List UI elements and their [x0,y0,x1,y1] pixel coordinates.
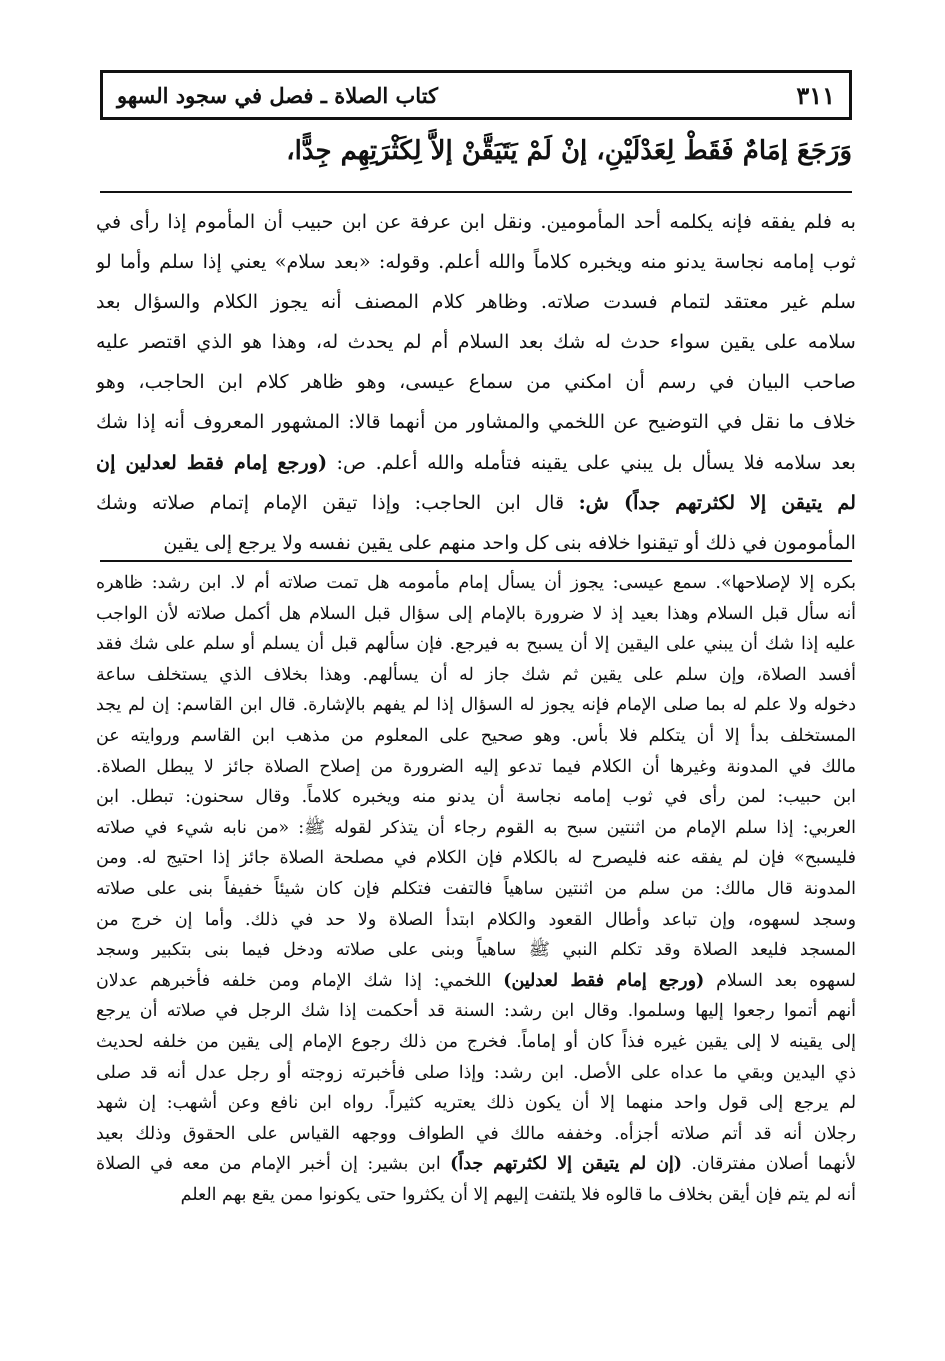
commentary-line [96,322,856,362]
text-run: بعد سلامه فلا يسأل بل يبني على يقينه فتأمله والله أعلم. ص: [327,450,856,474]
text-run: المسجد فليعد الصلاة وقد تكلم النبي ﷺ ساهياً وبنى على صلاته ودخل فيما بنى بتكبير وسجد [96,940,856,961]
text-run: سلم غير معتقد لتمام فسدت صلاته. وظاهر كلام المصنف أنه يجوز الكلام والسؤال بعد [96,290,856,314]
footnote-line [96,1149,856,1180]
footnote-line [96,568,856,599]
text-run: رجلان أنه قد أتم صلاته أجزأه. وخففه مالك في الطواف ووجهه القياس على الحقوق وذلك بعيد [96,1123,856,1144]
footnote-line [96,966,856,997]
text-run: بكره إلا لإصلاحها». سمع عيسى: يجوز أن يسأل إمام مأمومه هل تمت صلاته أم لا. ابن رشد: ظاهره [96,573,856,593]
running-header [100,70,852,120]
footnote-line [96,843,856,874]
text-run: ابن بشير: إن أخبر الإمام من معه في الصلاة [96,1154,451,1175]
text-run: خلاف ما نقل في التوضيح عن اللخمي والمشاور من أنهما قالا: المشهور المعروف أنه إذا شك [96,410,856,434]
footnote-line [96,1027,856,1058]
text-run: دخوله ولا علم له بما صلى الإمام فإنه يجوز له السؤال إذا لم يفهم بالإشارة. قال ابن القاسم: إن لم يجد [96,695,856,716]
commentary-line [96,483,856,523]
page-number: ٣١١ [796,80,835,110]
footnote-line [96,905,856,936]
chapter-title: كتاب الصلاة ـ فصل في سجود السهو [117,82,439,108]
footnote-block [96,568,856,1210]
commentary-line [96,202,856,242]
footnote-line [96,690,856,721]
text-run: إلى يقينه لا إلى يقين غيره فذاً كان أو إماماً. فخرج من ذلك رجوع الإمام إلى يقين من خلفه لحديث [96,1031,856,1052]
bold-quote: (ورجع إمام فقط لعدلين) [503,970,705,991]
text-run: المأمومون في ذلك أو تيقنوا خلافه بنى كل واحد منهم على يقين نفسه ولا يرجع إلى يقين [163,530,856,554]
footnote-line [96,752,856,783]
text-run: أنه لم يتم فإن أيقن بخلاف ما قالوه فلا يلتفت إليهم إلا أن يكثروا حتى يكونوا ممن يقع بهم العلم [180,1184,856,1205]
text-run: مالك في المدونة وغيرها أن الكلام فيما تدعو إليه الضرورة من إصلاح الصلاة جائز لا يبطل الصلاة. [96,756,856,777]
footnote-line [96,935,856,966]
commentary-line [96,282,856,322]
text-run: أنهم أتموا رجعوا إليها وسلموا. وقال ابن رشد: السنة قد أحكمت إذا شك الرجل في صلاته أن يرجع [96,1001,856,1022]
text-run: ثوب إمامه نجاسة يدنو منه ويخبره كلاماً والله أعلم. وقوله: «بعد سلام» يعني إذا سلم وأما لو [96,250,856,274]
text-run: المستخلف بدأ إلا أن يتكلم فلا بأس. وهو صحيح على المعلوم من مذهب ابن القاسم وروايته عن [96,725,856,746]
commentary-line [96,242,856,282]
text-run: أفسد الصلاة، وإن سلم على يقين ثم شك جاز له أن يسألهم. وهذا بخلاف الذي يستخلف ساعة [96,664,856,685]
footnote-line [96,874,856,905]
footnote-line [96,1088,856,1119]
footnote-line [96,1119,856,1150]
commentary-line [96,402,856,442]
bold-quote: (إن لم يتيقن إلا لكثرتهم جداً) [450,1154,682,1175]
footnote-line [96,782,856,813]
matn-divider [100,191,852,193]
text-run: العربي: إذا سلم الإمام من اثنتين سبح به القوم رجاء أن يتذكر لقوله ﷺ: «من نابه شيء في صلاته [96,817,856,838]
footnote-divider [100,560,852,562]
text-run: ابن حبيب: لمن رأى في ثوب إمامه نجاسة أن يدنو منه ويخبره كلاماً. وقال سحنون: تبطل. ابن [96,787,856,808]
commentary-block [96,202,856,563]
text-run: قال ابن الحاجب: وإذا تيقن الإمام إتمام صلاته وشك [96,490,579,514]
footnote-line [96,813,856,844]
footnote-line [96,1058,856,1089]
text-run: به فلم يفقه فإنه يكلمه أحد المأمومين. ونقل ابن عرفة عن ابن حبيب أن المأموم إذا رأى في [96,210,856,233]
footnote-line [96,660,856,691]
text-run: لسهوه بعد السلام [704,970,856,991]
text-run: أنه سأل قبل السلام وهذا بعيد إذ لا ضرورة بالإمام إلى سؤال قبل السلام هل أكمل صلاته لأن الواجب [96,603,856,624]
text-run: لأنهما أصلان مفترقان. [681,1154,856,1175]
footnote-line [96,599,856,630]
text-run: ذي اليدين وبقي ما عداه على الأصل. ابن رشد: وإذا صلى فأخبرته زوجته أو رجل عدل أنه قد صلى [96,1062,856,1083]
commentary-line [96,362,856,402]
commentary-line [96,523,856,563]
text-run: لم يرجع إلى قول واحد منهما إلا أن يكون ذلك يعتريه كثيراً. رواه ابن نافع وعن أشهب: إن شهد [96,1093,856,1114]
text-run: صاحب البيان في رسم أن امكني من سماع عيسى، وهو ظاهر كلام ابن الحاجب، وهو [96,370,856,394]
text-run: وسجد لسهوه، وإن تباعد وأطال القعود والكلام ابتدأ الصلاة ولا حد في ذلك. وأما إن خرج من [96,909,856,930]
footnote-line [96,996,856,1027]
text-run: فليسبح» فإن لم يفقه عنه فليصرح له بالكلام فإن الكلام في مصلحة الصلاة جائز إذا احتيج له. ومن [96,848,856,869]
matn-text: وَرَجَعَ إمَامٌ فَقَطْ لِعَدْلَيْنِ، إنْ لَمْ يَتَيَقَّنْ إلاَّ لِكَثْرَتِهِم جِدًّا، [286,136,852,166]
text-run: المدونة قال مالك: من سلم من اثنتين ساهياً فالتفت فتكلم فإن كان شيئاً خفيفاً بنى على صلاته [96,878,856,899]
text-run: لم يتيقن إلا لكثرتهم جداً) ش: [578,490,856,514]
text-run: عليه إذا شك أن يبني على اليقين إلا أن يسبح به فيرجع. فإن سألهم قبل أن يسلم أو سلم على شك فقد [96,634,856,655]
text-run: سلامه على يقين سواء حدث له شك بعد السلام أم لم يحدث له، وهذا هو الذي اقتصر عليه [96,330,856,354]
text-run: اللخمي: إذا شك الإمام ومن خلفه فأخبرهم عدلان [96,970,504,991]
footnote-line [96,1180,856,1211]
commentary-line [96,443,856,483]
bold-quote: (ورجع إمام فقط لعدلين إن [96,450,328,474]
footnote-line [96,721,856,752]
footnote-line [96,629,856,660]
